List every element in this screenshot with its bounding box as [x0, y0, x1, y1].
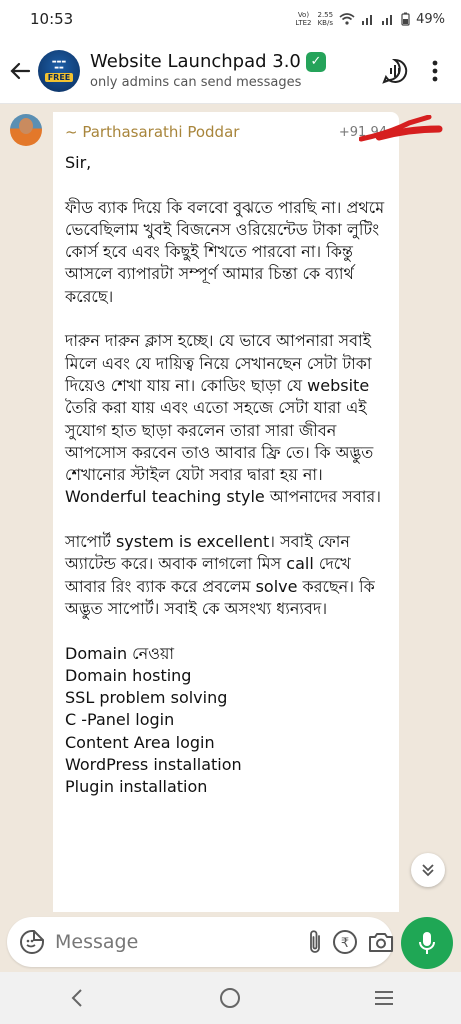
- header-info[interactable]: [90, 51, 375, 90]
- message-input[interactable]: [55, 931, 298, 953]
- scroll-to-bottom-button[interactable]: [411, 853, 445, 887]
- menu-lines-icon: [373, 989, 395, 1007]
- sticker-icon: [19, 929, 45, 955]
- signal-icon-2: [381, 13, 395, 25]
- speed-label: 2.55 KB/s: [317, 11, 334, 27]
- list-item: WordPress installation: [65, 755, 242, 775]
- group-subtitle: only admins can send messages: [90, 75, 302, 90]
- message-greeting: Sir,: [65, 153, 92, 172]
- message-input-bar: [7, 917, 393, 967]
- more-vertical-icon: [432, 60, 438, 82]
- mic-button[interactable]: [401, 917, 453, 969]
- double-chevron-down-icon: [420, 862, 436, 878]
- camera-button[interactable]: [368, 927, 394, 957]
- list-item: Domain নেওয়া: [65, 643, 175, 663]
- list-item: SSL problem solving: [65, 688, 228, 708]
- camera-icon: [368, 931, 394, 953]
- group-title: Website Launchpad 3.0: [90, 51, 301, 72]
- group-avatar-badge: FREE: [45, 73, 74, 82]
- microphone-icon: [418, 931, 436, 955]
- sender-name[interactable]: ~ Parthasarathi Poddar: [65, 123, 240, 141]
- chat-header: [0, 38, 461, 104]
- battery-icon: [401, 12, 410, 26]
- wifi-icon: [339, 13, 355, 25]
- sender-avatar[interactable]: [10, 114, 42, 146]
- message-paragraph-3: সাপোর্ট system is excellent। সবাই ফোন অ্যাটেন্ড করে। অবাক লাগলো মিস call দেখে আবার রিং ব্যাক করে প্রবলেম solve করছেন। কি অদ্ভুত সাপোর্ট। সবাই কে অসংখ্য ধ্যন্যবদ।: [65, 532, 375, 618]
- payment-button[interactable]: [332, 927, 358, 957]
- nav-back-button[interactable]: [47, 978, 107, 1018]
- system-nav-bar: [0, 972, 461, 1024]
- message-paragraph-1: ফীড ব্যাক দিয়ে কি বলবো বুঝতে পারছি না। প্রথমে ভেবেছিলাম খুবই বিজনেস ওরিয়েন্টেড টাকা লুটিং কোর্স হবে এবং কিছুই শিখতে পারবো না। কিন্তু আসলে ব্যাপারটা সম্পূর্ণ আমার চিন্তা কে ব্যার্থ করেছে।: [65, 197, 385, 306]
- chat-area[interactable]: [0, 104, 461, 912]
- sticker-button[interactable]: [19, 929, 45, 955]
- arrow-left-icon: [9, 60, 31, 82]
- rupee-icon: [332, 929, 358, 955]
- message-header: [65, 122, 387, 142]
- sender-phone: +91 94: [339, 125, 387, 140]
- svg-text:₹: ₹: [340, 936, 350, 951]
- nav-recents-button[interactable]: [354, 978, 414, 1018]
- message-text: [65, 152, 387, 799]
- home-circle-icon: [219, 987, 241, 1009]
- list-item: Content Area login: [65, 732, 215, 752]
- redaction-mark-icon: [359, 115, 449, 149]
- voice-chat-button[interactable]: [375, 51, 415, 91]
- paperclip-icon: [308, 929, 322, 955]
- group-title-row: [90, 51, 375, 72]
- message-paragraph-2: দারুন দারুন ক্লাস হচ্ছে। যে ভাবে আপনারা সবাই মিলে এবং যে দায়িত্ব নিয়ে সেখানছেন সেটা টাকা দিয়েও শেখা যায় না। কোডিং ছাড়া যে website তৈরি করা যায় এবং এতো সহজে সেটা যারা এই সুযোগ হাত ছাড়া করলেন তারা সারা জীবন আপসোস করবেন তাও আবার ফ্রি তে। কি অদ্ভুত শেখানোর স্টাইল যেটা সবার দ্বারা হয় না। Wonderful teaching style আপনাদের সবার।: [65, 331, 381, 507]
- verified-check-icon: ✓: [306, 52, 326, 72]
- list-item: Domain hosting: [65, 665, 192, 685]
- list-item: Plugin installation: [65, 777, 208, 797]
- more-options-button[interactable]: [415, 51, 455, 91]
- status-icons: [295, 11, 445, 27]
- group-avatar-art: ▬▬▬ ▬▬: [51, 59, 67, 71]
- network-label: Vo) LTE2: [295, 11, 312, 27]
- group-avatar[interactable]: [38, 50, 80, 92]
- back-button[interactable]: [2, 51, 38, 91]
- voice-chat-icon: [382, 58, 408, 84]
- status-bar: [0, 0, 461, 38]
- list-item: C -Panel login: [65, 710, 175, 730]
- attach-button[interactable]: [308, 927, 322, 957]
- message-bubble[interactable]: [53, 112, 399, 912]
- battery-level: 49%: [416, 11, 445, 27]
- status-time: 10:53: [30, 10, 74, 28]
- nav-home-button[interactable]: [200, 978, 260, 1018]
- signal-icon: [361, 13, 375, 25]
- chevron-left-icon: [70, 988, 84, 1008]
